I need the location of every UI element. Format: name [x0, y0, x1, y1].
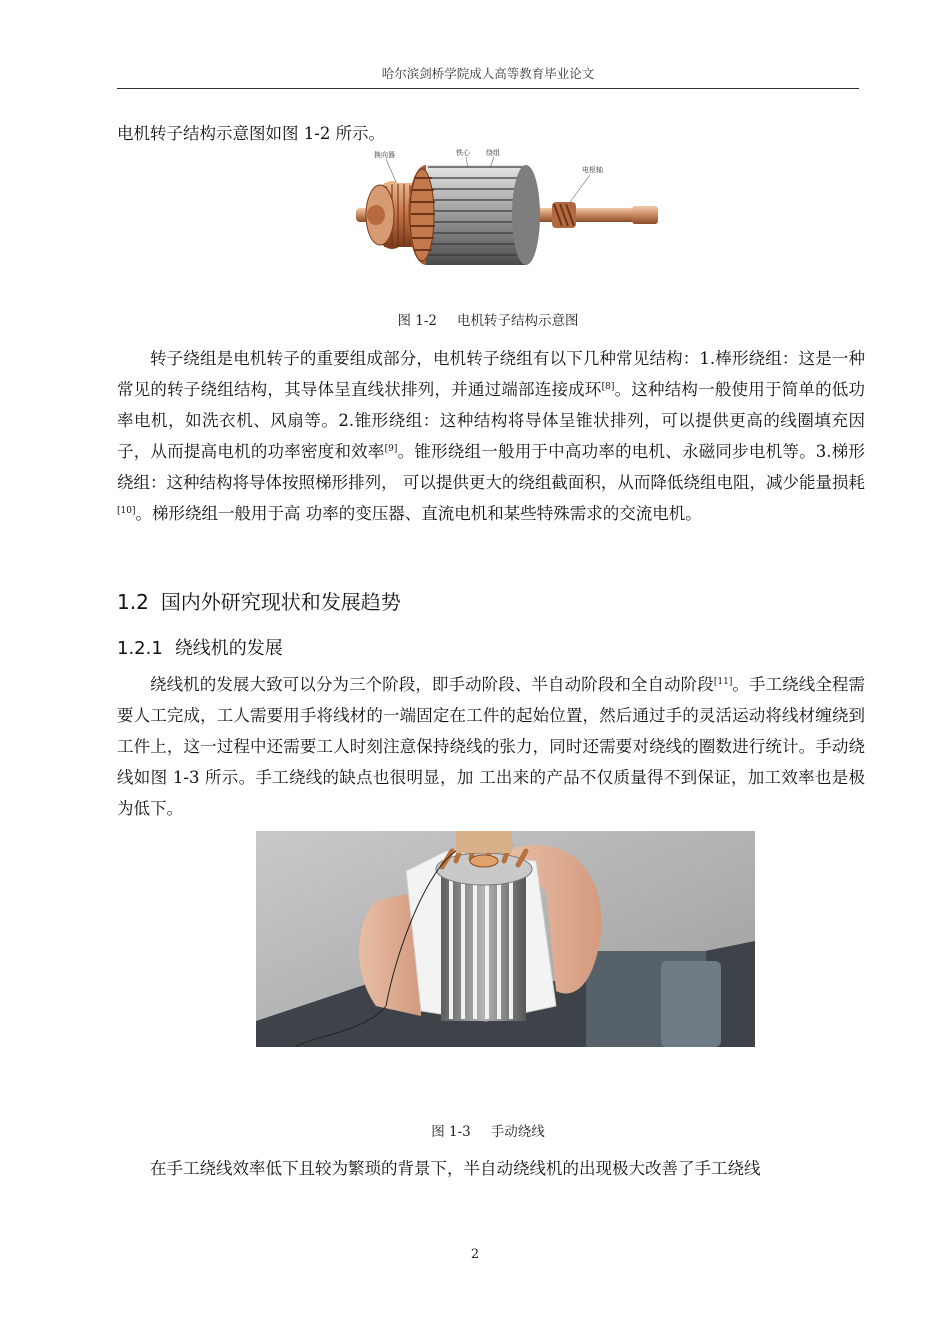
label-commutator: 换向器 — [374, 151, 395, 159]
paragraph-1-text-c: 。锥形绕组一般用于中高功率的电机、永磁同步电机等。3.梯形绕组：这种结构将导体按照梯形排列， 可以提供更大的绕组截面积，从而降低绕组电阻，减少能量损耗 — [117, 442, 865, 492]
winding-machine-paragraph — [117, 669, 865, 824]
label-shaft: 电枢轴 — [582, 166, 603, 174]
paragraph-1-text-d: 。梯形绕组一般用于高 功率的变压器、直流电机和某些特殊需求的交流电机。 — [135, 504, 702, 523]
subsection-heading — [117, 634, 283, 660]
citation-11: [11] — [713, 677, 733, 687]
section-title: 国内外研究现状和发展趋势 — [160, 590, 401, 614]
figure-1-3-number: 图 1-3 — [431, 1124, 471, 1140]
citation-10: [10] — [117, 506, 136, 516]
figure-1-3-caption — [117, 1120, 859, 1140]
label-winding: 绕组 — [486, 149, 500, 157]
shaft-gear — [552, 202, 576, 228]
intro-line: 电机转子结构示意图如图 1-2 所示。 — [117, 124, 386, 143]
figure-1-3-title: 手动绕线 — [490, 1124, 545, 1140]
paragraph-1-text-a: 转子绕组是电机转子的重要组成部分，电机转子绕组有以下几种常见结构：1.棒形绕组：这是一种常见的转子绕组结构，其导体呈直线状排列，并通过端部连接成环 — [117, 349, 865, 399]
rotor-winding-paragraph — [117, 343, 865, 529]
header-title: 哈尔滨剑桥学院成人高等教育毕业论文 — [381, 66, 595, 81]
subsection-number: 1.2.1 — [117, 638, 163, 659]
citation-8: [8] — [601, 382, 615, 392]
rotor-core-winding — [408, 165, 540, 265]
commutator — [366, 181, 412, 249]
label-core: 铁心 — [456, 149, 470, 157]
paragraph-2-text-b: 。手工绕线全程需要人工完成，工人需要用手将线材的一端固定在工件的起始位置，然后通过手的灵活运动将线材缠绕到工件上，这一过程中还需要工人时刻注意保持绕线的张力，同时还需要对绕线的圈数进行统计。手动绕线如图 1-3 所示。手工绕线的缺点也很明显，加 工出来的产品不仅质量得不到保证，加工效率也是极为低下。 — [117, 675, 866, 818]
manual-winding-photo — [256, 831, 755, 1047]
citation-9: [9] — [384, 444, 398, 454]
page-header — [117, 64, 859, 89]
subsection-title: 绕线机的发展 — [174, 638, 283, 659]
figure-1-2-caption — [117, 309, 859, 329]
figure-1-2-title: 电机转子结构示意图 — [457, 313, 579, 329]
section-number: 1.2 — [117, 590, 149, 614]
page-number: 2 — [470, 1247, 480, 1262]
paragraph-1-text-b: 。这种结构一般使用于简单的低功率电机，如洗衣机、风扇等。2.锥形绕组：这种结构将导体呈锥状排列，可以提供更高的线圈填充因子，从而提高电机的功率密度和效率 — [117, 380, 866, 461]
semi-auto-paragraph: 在手工绕线效率低下且较为繁琐的背景下，半自动绕线机的出现极大改善了手工绕线 — [150, 1159, 761, 1178]
armature-core — [436, 831, 532, 1021]
paragraph-2-text-a: 绕线机的发展大致可以分为三个阶段，即手动阶段、半自动阶段和全自动阶段 — [150, 675, 714, 694]
rotor-structure-figure — [356, 148, 664, 276]
figure-1-2-number: 图 1-2 — [397, 313, 438, 329]
section-heading — [117, 586, 401, 615]
